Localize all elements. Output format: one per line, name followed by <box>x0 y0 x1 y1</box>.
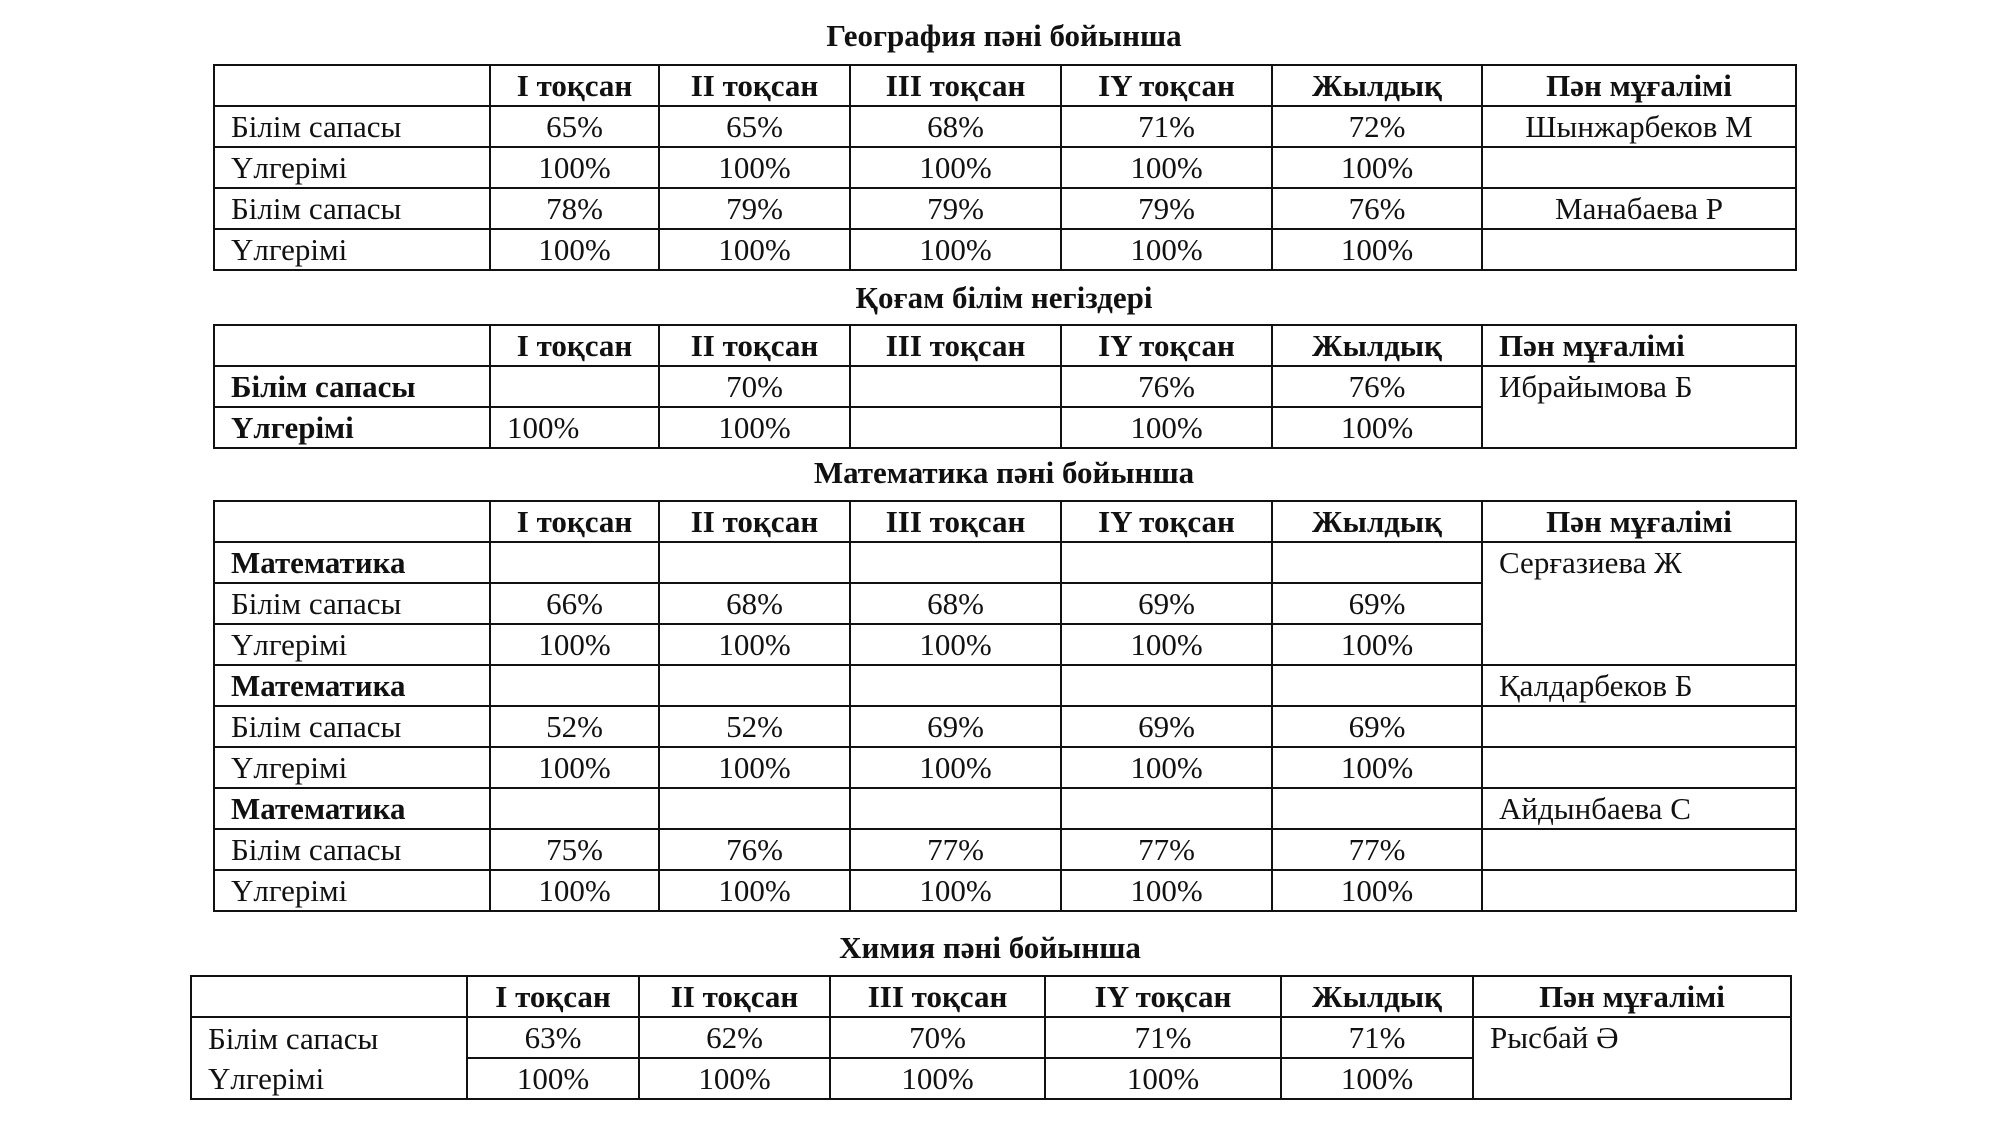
value-cell: 77% <box>1061 829 1272 870</box>
empty-cell <box>1482 706 1796 747</box>
header-q4: IY тоқсан <box>1061 325 1272 366</box>
teacher-cell: Манабаева Р <box>1482 188 1796 229</box>
value-cell: 71% <box>1061 106 1272 147</box>
society-header-row <box>214 325 1796 366</box>
header-year: Жылдық <box>1272 325 1482 366</box>
teacher-cell: Ибрайымова Б <box>1482 366 1796 448</box>
table-row <box>214 747 1796 788</box>
table-row <box>214 147 1796 188</box>
empty-cell <box>1482 747 1796 788</box>
header-q2: II тоқсан <box>659 501 850 542</box>
value-cell: 76% <box>1272 366 1482 407</box>
value-cell <box>850 366 1061 407</box>
header-q2: II тоқсан <box>639 976 830 1017</box>
table-row <box>214 366 1796 407</box>
value-cell: 100% <box>639 1058 830 1099</box>
table-row <box>214 706 1796 747</box>
subject-label: Математика <box>214 665 490 706</box>
value-cell: 52% <box>659 706 850 747</box>
subject-label: Математика <box>214 788 490 829</box>
empty-cell <box>1272 788 1482 829</box>
empty-cell <box>1482 870 1796 911</box>
empty-cell <box>1272 665 1482 706</box>
value-cell: 100% <box>490 624 659 665</box>
value-cell: 69% <box>1061 706 1272 747</box>
chemistry-table <box>190 975 1792 1100</box>
value-cell: 100% <box>1272 747 1482 788</box>
value-cell: 69% <box>1061 583 1272 624</box>
row-label: Үлгерімі <box>214 229 490 270</box>
header-year: Жылдық <box>1272 501 1482 542</box>
value-cell: 70% <box>659 366 850 407</box>
subject-row <box>214 542 1796 583</box>
empty-cell <box>1482 829 1796 870</box>
empty-cell <box>1061 788 1272 829</box>
empty-cell <box>1272 542 1482 583</box>
subject-row <box>214 665 1796 706</box>
empty-cell <box>1482 147 1796 188</box>
value-cell: 63% <box>467 1017 639 1058</box>
value-cell: 77% <box>1272 829 1482 870</box>
header-q3: III тоқсан <box>850 325 1061 366</box>
value-cell: 69% <box>850 706 1061 747</box>
row-label: Үлгерімі <box>191 1058 467 1099</box>
header-teacher: Пән мұғалімі <box>1482 325 1796 366</box>
value-cell: 100% <box>830 1058 1045 1099</box>
value-cell: 71% <box>1281 1017 1473 1058</box>
empty-cell <box>659 542 850 583</box>
teacher-cell: Шынжарбеков М <box>1482 106 1796 147</box>
value-cell: 100% <box>659 747 850 788</box>
geography-table <box>213 64 1797 271</box>
empty-cell <box>490 542 659 583</box>
empty-cell <box>659 665 850 706</box>
header-teacher: Пән мұғалімі <box>1482 65 1796 106</box>
header-q2: II тоқсан <box>659 65 850 106</box>
value-cell: 100% <box>850 747 1061 788</box>
row-label: Үлгерімі <box>214 147 490 188</box>
row-label: Білім сапасы <box>214 706 490 747</box>
value-cell: 100% <box>490 870 659 911</box>
value-cell: 100% <box>1061 407 1272 448</box>
empty-cell <box>659 788 850 829</box>
value-cell: 100% <box>1272 624 1482 665</box>
header-q1: I тоқсан <box>490 325 659 366</box>
value-cell: 100% <box>1061 747 1272 788</box>
table-row <box>214 106 1796 147</box>
math-table <box>213 500 1797 912</box>
subject-row <box>214 788 1796 829</box>
value-cell: 72% <box>1272 106 1482 147</box>
header-q4: IY тоқсан <box>1061 501 1272 542</box>
value-cell: 65% <box>490 106 659 147</box>
value-cell: 100% <box>659 624 850 665</box>
table-row <box>191 1017 1791 1058</box>
table-row <box>214 870 1796 911</box>
value-cell: 100% <box>659 870 850 911</box>
value-cell: 66% <box>490 583 659 624</box>
value-cell: 79% <box>659 188 850 229</box>
value-cell: 100% <box>659 229 850 270</box>
row-label: Білім сапасы <box>214 583 490 624</box>
value-cell: 65% <box>659 106 850 147</box>
table-row <box>214 229 1796 270</box>
value-cell: 100% <box>1045 1058 1281 1099</box>
value-cell: 100% <box>1272 407 1482 448</box>
chemistry-title: Химия пәні бойынша <box>839 930 1141 965</box>
value-cell: 78% <box>490 188 659 229</box>
value-cell: 71% <box>1045 1017 1281 1058</box>
value-cell: 76% <box>659 829 850 870</box>
value-cell: 100% <box>1272 147 1482 188</box>
header-teacher: Пән мұғалімі <box>1473 976 1791 1017</box>
math-title: Математика пәні бойынша <box>813 455 1195 490</box>
value-cell: 100% <box>850 229 1061 270</box>
value-cell: 100% <box>659 407 850 448</box>
value-cell <box>490 366 659 407</box>
row-label: Білім сапасы <box>214 366 490 407</box>
value-cell: 100% <box>850 870 1061 911</box>
chemistry-header-row <box>191 976 1791 1017</box>
value-cell: 76% <box>1061 366 1272 407</box>
header-teacher: Пән мұғалімі <box>1482 501 1796 542</box>
geography-header-row <box>214 65 1796 106</box>
value-cell: 79% <box>1061 188 1272 229</box>
teacher-cell: Серғазиева Ж <box>1482 542 1796 665</box>
table-row <box>214 829 1796 870</box>
value-cell: 52% <box>490 706 659 747</box>
value-cell: 100% <box>490 747 659 788</box>
subject-label: Математика <box>214 542 490 583</box>
society-title: Қоғам білім негіздері <box>855 280 1153 315</box>
value-cell: 100% <box>659 147 850 188</box>
header-q3: III тоқсан <box>830 976 1045 1017</box>
geography-title: География пәні бойынша <box>826 18 1182 53</box>
header-q1: I тоқсан <box>490 501 659 542</box>
value-cell: 69% <box>1272 706 1482 747</box>
header-year: Жылдық <box>1272 65 1482 106</box>
header-empty-cell <box>214 501 490 542</box>
header-year: Жылдық <box>1281 976 1473 1017</box>
value-cell: 100% <box>490 229 659 270</box>
value-cell: 100% <box>490 147 659 188</box>
header-empty-cell <box>214 65 490 106</box>
value-cell: 79% <box>850 188 1061 229</box>
empty-cell <box>850 542 1061 583</box>
teacher-cell: Қалдарбеков Б <box>1482 665 1796 706</box>
value-cell: 77% <box>850 829 1061 870</box>
row-label: Үлгерімі <box>214 870 490 911</box>
society-table <box>213 324 1797 449</box>
header-q3: III тоқсан <box>850 501 1061 542</box>
empty-cell <box>1061 665 1272 706</box>
row-label: Білім сапасы <box>214 829 490 870</box>
header-q4: IY тоқсан <box>1061 65 1272 106</box>
value-cell: 68% <box>850 583 1061 624</box>
value-cell: 75% <box>490 829 659 870</box>
value-cell: 100% <box>1061 870 1272 911</box>
teacher-cell: Рысбай Ә <box>1473 1017 1791 1099</box>
row-label: Үлгерімі <box>214 624 490 665</box>
math-header-row <box>214 501 1796 542</box>
value-cell: 100% <box>1061 229 1272 270</box>
header-q4: IY тоқсан <box>1045 976 1281 1017</box>
value-cell <box>850 407 1061 448</box>
value-cell: 70% <box>830 1017 1045 1058</box>
empty-cell <box>490 788 659 829</box>
header-empty-cell <box>191 976 467 1017</box>
value-cell: 100% <box>1272 870 1482 911</box>
header-q1: I тоқсан <box>490 65 659 106</box>
row-label: Үлгерімі <box>214 747 490 788</box>
row-label: Білім сапасы <box>191 1017 467 1058</box>
value-cell: 69% <box>1272 583 1482 624</box>
empty-cell <box>1482 229 1796 270</box>
value-cell: 100% <box>1061 147 1272 188</box>
empty-cell <box>850 665 1061 706</box>
header-q1: I тоқсан <box>467 976 639 1017</box>
value-cell: 76% <box>1272 188 1482 229</box>
row-label: Білім сапасы <box>214 106 490 147</box>
header-empty-cell <box>214 325 490 366</box>
empty-cell <box>1061 542 1272 583</box>
empty-cell <box>490 665 659 706</box>
header-q2: II тоқсан <box>659 325 850 366</box>
row-label: Үлгерімі <box>214 407 490 448</box>
header-q3: III тоқсан <box>850 65 1061 106</box>
empty-cell <box>850 788 1061 829</box>
value-cell: 100% <box>850 624 1061 665</box>
table-row <box>214 188 1796 229</box>
value-cell: 100% <box>1272 229 1482 270</box>
row-label: Білім сапасы <box>214 188 490 229</box>
value-cell: 68% <box>659 583 850 624</box>
value-cell: 100% <box>1281 1058 1473 1099</box>
value-cell: 68% <box>850 106 1061 147</box>
value-cell: 100% <box>1061 624 1272 665</box>
value-cell: 100% <box>490 407 659 448</box>
value-cell: 62% <box>639 1017 830 1058</box>
value-cell: 100% <box>467 1058 639 1099</box>
teacher-cell: Айдынбаева С <box>1482 788 1796 829</box>
value-cell: 100% <box>850 147 1061 188</box>
